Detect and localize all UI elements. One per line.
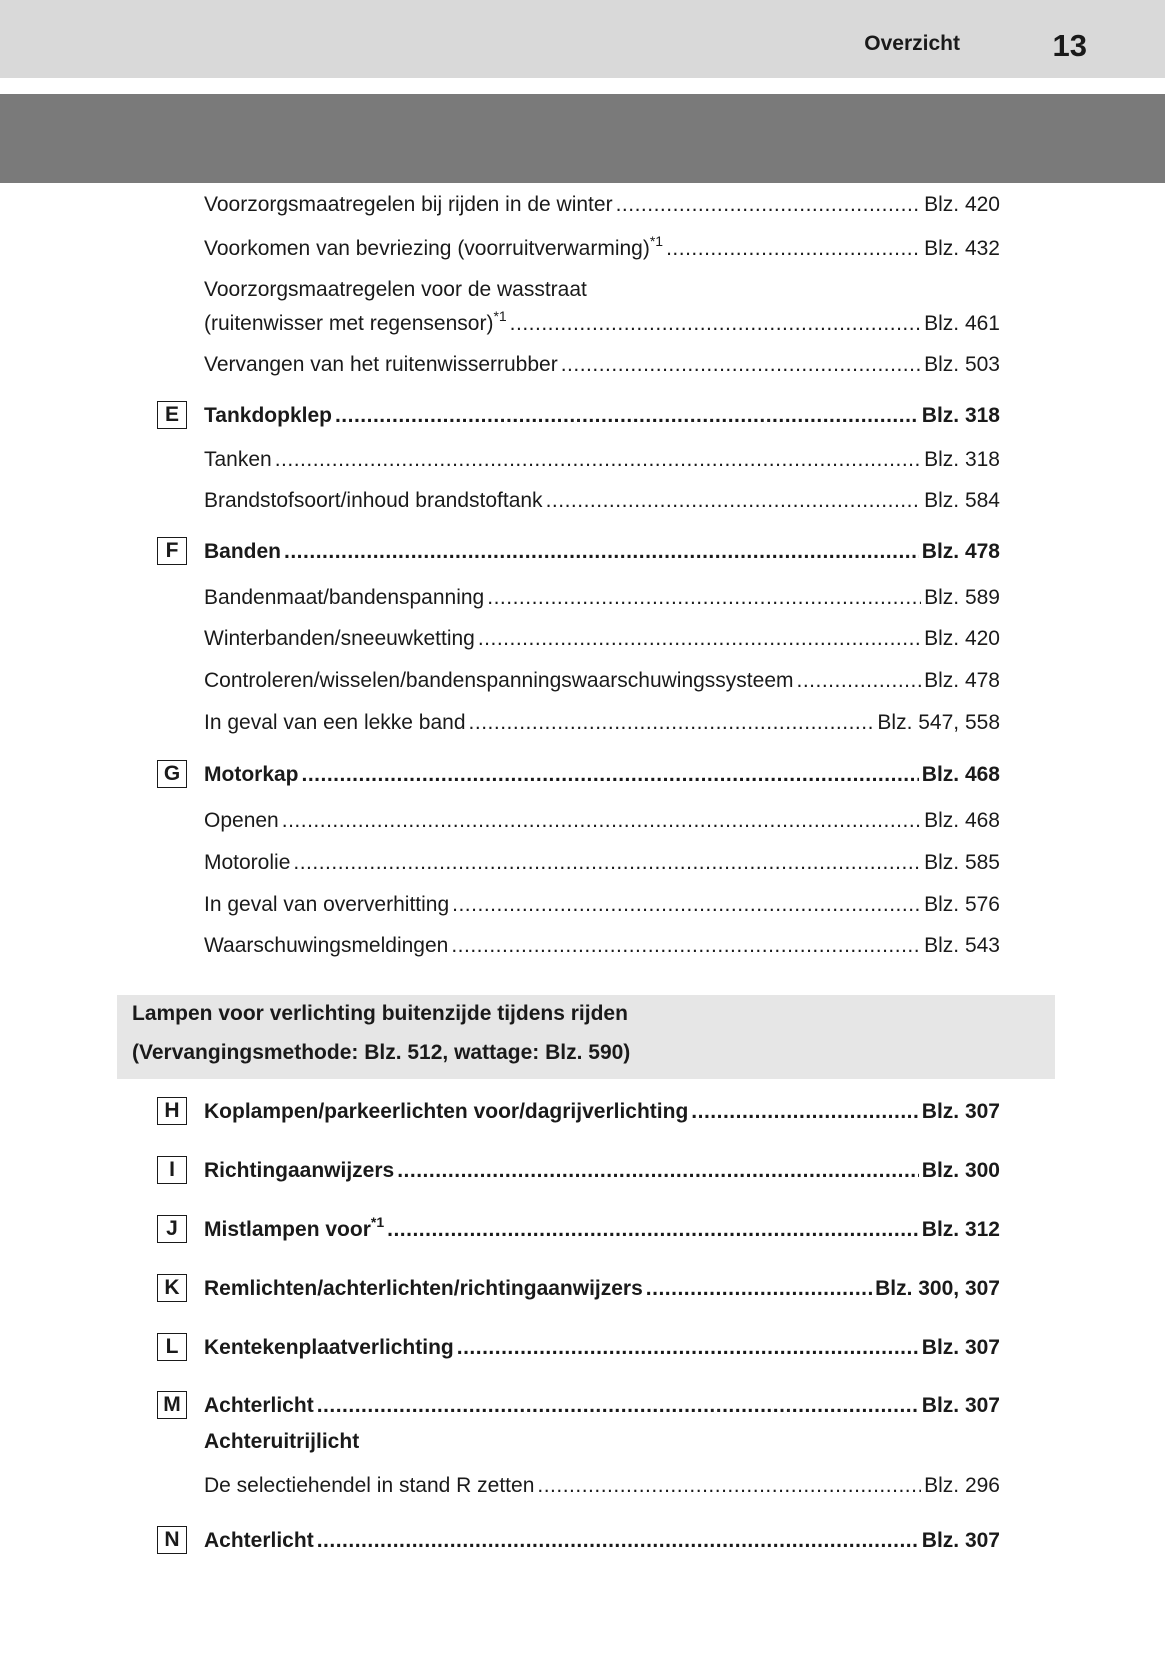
lamps-section-subtitle: (Vervangingsmethode: Blz. 512, wattage: Blz. 590)	[132, 1041, 631, 1064]
dot-leader	[275, 447, 921, 473]
page-reference: Blz. 432	[924, 237, 1000, 260]
toc-entry-e1[interactable]	[204, 447, 1000, 473]
page-number: 13	[1052, 28, 1087, 63]
toc-entry-label: Voorzorgsmaatregelen bij rijden in de winter	[204, 193, 613, 216]
dot-leader	[537, 1473, 921, 1499]
toc-entry-l[interactable]	[204, 1335, 1000, 1361]
toc-entry-g3[interactable]	[204, 892, 1000, 918]
toc-entry-label: Richtingaanwijzers	[204, 1159, 395, 1182]
toc-entry-label: Tankdopklep	[204, 404, 332, 427]
section-letter-n: N	[157, 1526, 187, 1554]
page-reference: Blz. 307	[921, 1529, 1000, 1552]
toc-entry-e2[interactable]	[204, 488, 1000, 514]
toc-text-l3a: Voorzorgsmaatregelen voor de wasstraat	[204, 278, 587, 301]
toc-entry-n[interactable]	[204, 1528, 1000, 1554]
page-reference: Blz. 307	[921, 1394, 1000, 1417]
toc-entry-label: Achterlicht	[204, 1529, 314, 1552]
toc-entry-label: Achterlicht	[204, 1394, 314, 1417]
page-reference: Blz. 300, 307	[875, 1277, 1000, 1300]
section-letter-e: E	[157, 401, 187, 429]
page-reference: Blz. 576	[924, 893, 1000, 916]
toc-entry-label: Mistlampen voor	[204, 1218, 371, 1241]
section-letter-g: G	[157, 760, 187, 788]
toc-entry-label: Koplampen/parkeerlichten voor/dagrijverlichting	[204, 1100, 689, 1123]
toc-entry-k[interactable]	[204, 1276, 1000, 1302]
section-letter-l: L	[157, 1333, 187, 1361]
toc-entry-f[interactable]	[204, 539, 1000, 565]
dot-leader	[546, 488, 922, 514]
page-reference: Blz. 585	[924, 851, 1000, 874]
page-reference: Blz. 296	[924, 1474, 1000, 1497]
dot-leader	[335, 403, 919, 429]
footnote-marker: *1	[649, 233, 664, 249]
toc-entry-f1[interactable]	[204, 585, 1000, 611]
page-reference: Blz. 420	[924, 627, 1000, 650]
toc-text-m_sub: Achteruitrijlicht	[204, 1430, 360, 1453]
toc-entry-g2[interactable]	[204, 850, 1000, 876]
page-reference: Blz. 503	[924, 353, 1000, 376]
page-reference: Blz. 318	[921, 404, 1000, 427]
section-letter-f: F	[157, 537, 187, 565]
dot-leader	[397, 1158, 919, 1184]
toc-entry-label: Winterbanden/sneeuwketting	[204, 627, 475, 650]
toc-entry-m1[interactable]	[204, 1473, 1000, 1499]
footnote-marker: *1	[370, 1214, 385, 1230]
lamps-section-box	[117, 995, 1055, 1079]
toc-entry-m[interactable]	[204, 1393, 1000, 1419]
page-reference: Blz. 547, 558	[877, 711, 1000, 734]
dot-leader	[797, 668, 922, 694]
section-letter-h: H	[157, 1097, 187, 1125]
toc-entry-label: Motorkap	[204, 763, 299, 786]
dot-leader	[487, 585, 921, 611]
page-reference: Blz. 468	[921, 763, 1000, 786]
dot-leader	[317, 1393, 919, 1419]
toc-entry-label: In geval van een lekke band	[204, 711, 466, 734]
toc-entry-label: Openen	[204, 809, 279, 832]
page-reference: Blz. 307	[921, 1336, 1000, 1359]
toc-entry-f2[interactable]	[204, 626, 1000, 652]
dot-leader	[666, 236, 921, 262]
dot-leader	[302, 762, 919, 788]
dot-leader	[451, 933, 921, 959]
dot-leader	[293, 850, 921, 876]
dot-leader	[691, 1099, 918, 1125]
toc-entry-label: Brandstofsoort/inhoud brandstoftank	[204, 489, 543, 512]
section-letter-k: K	[157, 1274, 187, 1302]
dot-leader	[616, 192, 922, 218]
toc-entry-g[interactable]	[204, 762, 1000, 788]
section-letter-j: J	[157, 1215, 187, 1243]
page-reference: Blz. 461	[924, 312, 1000, 335]
toc-entry-j[interactable]	[204, 1214, 1000, 1244]
dot-leader	[510, 311, 921, 337]
page-reference: Blz. 300	[921, 1159, 1000, 1182]
toc-entry-l1[interactable]	[204, 192, 1000, 218]
page-reference: Blz. 589	[924, 586, 1000, 609]
toc-entry-h[interactable]	[204, 1099, 1000, 1125]
toc-entry-label: Vervangen van het ruitenwisserrubber	[204, 353, 558, 376]
toc-entry-g4[interactable]	[204, 933, 1000, 959]
toc-entry-g1[interactable]	[204, 808, 1000, 834]
toc-entry-l2[interactable]	[204, 233, 1000, 263]
toc-entry-label: Voorkomen van bevriezing (voorruitverwarming)	[204, 237, 650, 260]
dot-leader	[469, 710, 875, 736]
toc-entry-label: Controleren/wisselen/bandenspanningswaarschuwingssysteem	[204, 669, 794, 692]
dot-leader	[646, 1276, 872, 1302]
section-letter-i: I	[157, 1156, 187, 1184]
dot-leader	[284, 539, 919, 565]
toc-entry-label: Banden	[204, 540, 282, 563]
page-reference: Blz. 420	[924, 193, 1000, 216]
section-title: Overzicht	[864, 32, 960, 55]
toc-entry-i[interactable]	[204, 1158, 1000, 1184]
page-reference: Blz. 478	[924, 669, 1000, 692]
toc-entry-f4[interactable]	[204, 710, 1000, 736]
toc-entry-label: (ruitenwisser met regensensor)	[204, 312, 494, 335]
toc-entry-label: Remlichten/achterlichten/richtingaanwijzers	[204, 1277, 643, 1300]
footnote-marker: *1	[493, 308, 507, 324]
page-reference: Blz. 543	[924, 934, 1000, 957]
page-reference: Blz. 584	[924, 489, 1000, 512]
header-bar	[0, 0, 1165, 78]
toc-entry-label: Tanken	[204, 448, 272, 471]
toc-entry-e[interactable]	[204, 403, 1000, 429]
dot-leader	[387, 1217, 919, 1243]
banner-bar	[0, 94, 1165, 183]
toc-entry-label: Bandenmaat/bandenspanning	[204, 586, 485, 609]
page-reference: Blz. 307	[921, 1100, 1000, 1123]
page-reference: Blz. 468	[924, 809, 1000, 832]
section-letter-m: M	[157, 1391, 187, 1419]
dot-leader	[478, 626, 921, 652]
dot-leader	[561, 352, 921, 378]
toc-entry-label: Motorolie	[204, 851, 291, 874]
page-reference: Blz. 318	[924, 448, 1000, 471]
dot-leader	[452, 892, 921, 918]
toc-entry-l4[interactable]	[204, 352, 1000, 378]
toc-entry-label: Kentekenplaatverlichting	[204, 1336, 454, 1359]
dot-leader	[317, 1528, 919, 1554]
toc-entry-label: Waarschuwingsmeldingen	[204, 934, 449, 957]
page-reference: Blz. 312	[921, 1218, 1000, 1241]
lamps-section-title: Lampen voor verlichting buitenzijde tijdens rijden	[132, 1002, 628, 1025]
dot-leader	[457, 1335, 919, 1361]
toc-entry-f3[interactable]	[204, 668, 1000, 694]
toc-entry-label: De selectiehendel in stand R zetten	[204, 1474, 535, 1497]
dot-leader	[282, 808, 921, 834]
toc-entry-label: In geval van oververhitting	[204, 893, 450, 916]
toc-entry-l3b[interactable]	[204, 308, 1000, 338]
page-reference: Blz. 478	[921, 540, 1000, 563]
